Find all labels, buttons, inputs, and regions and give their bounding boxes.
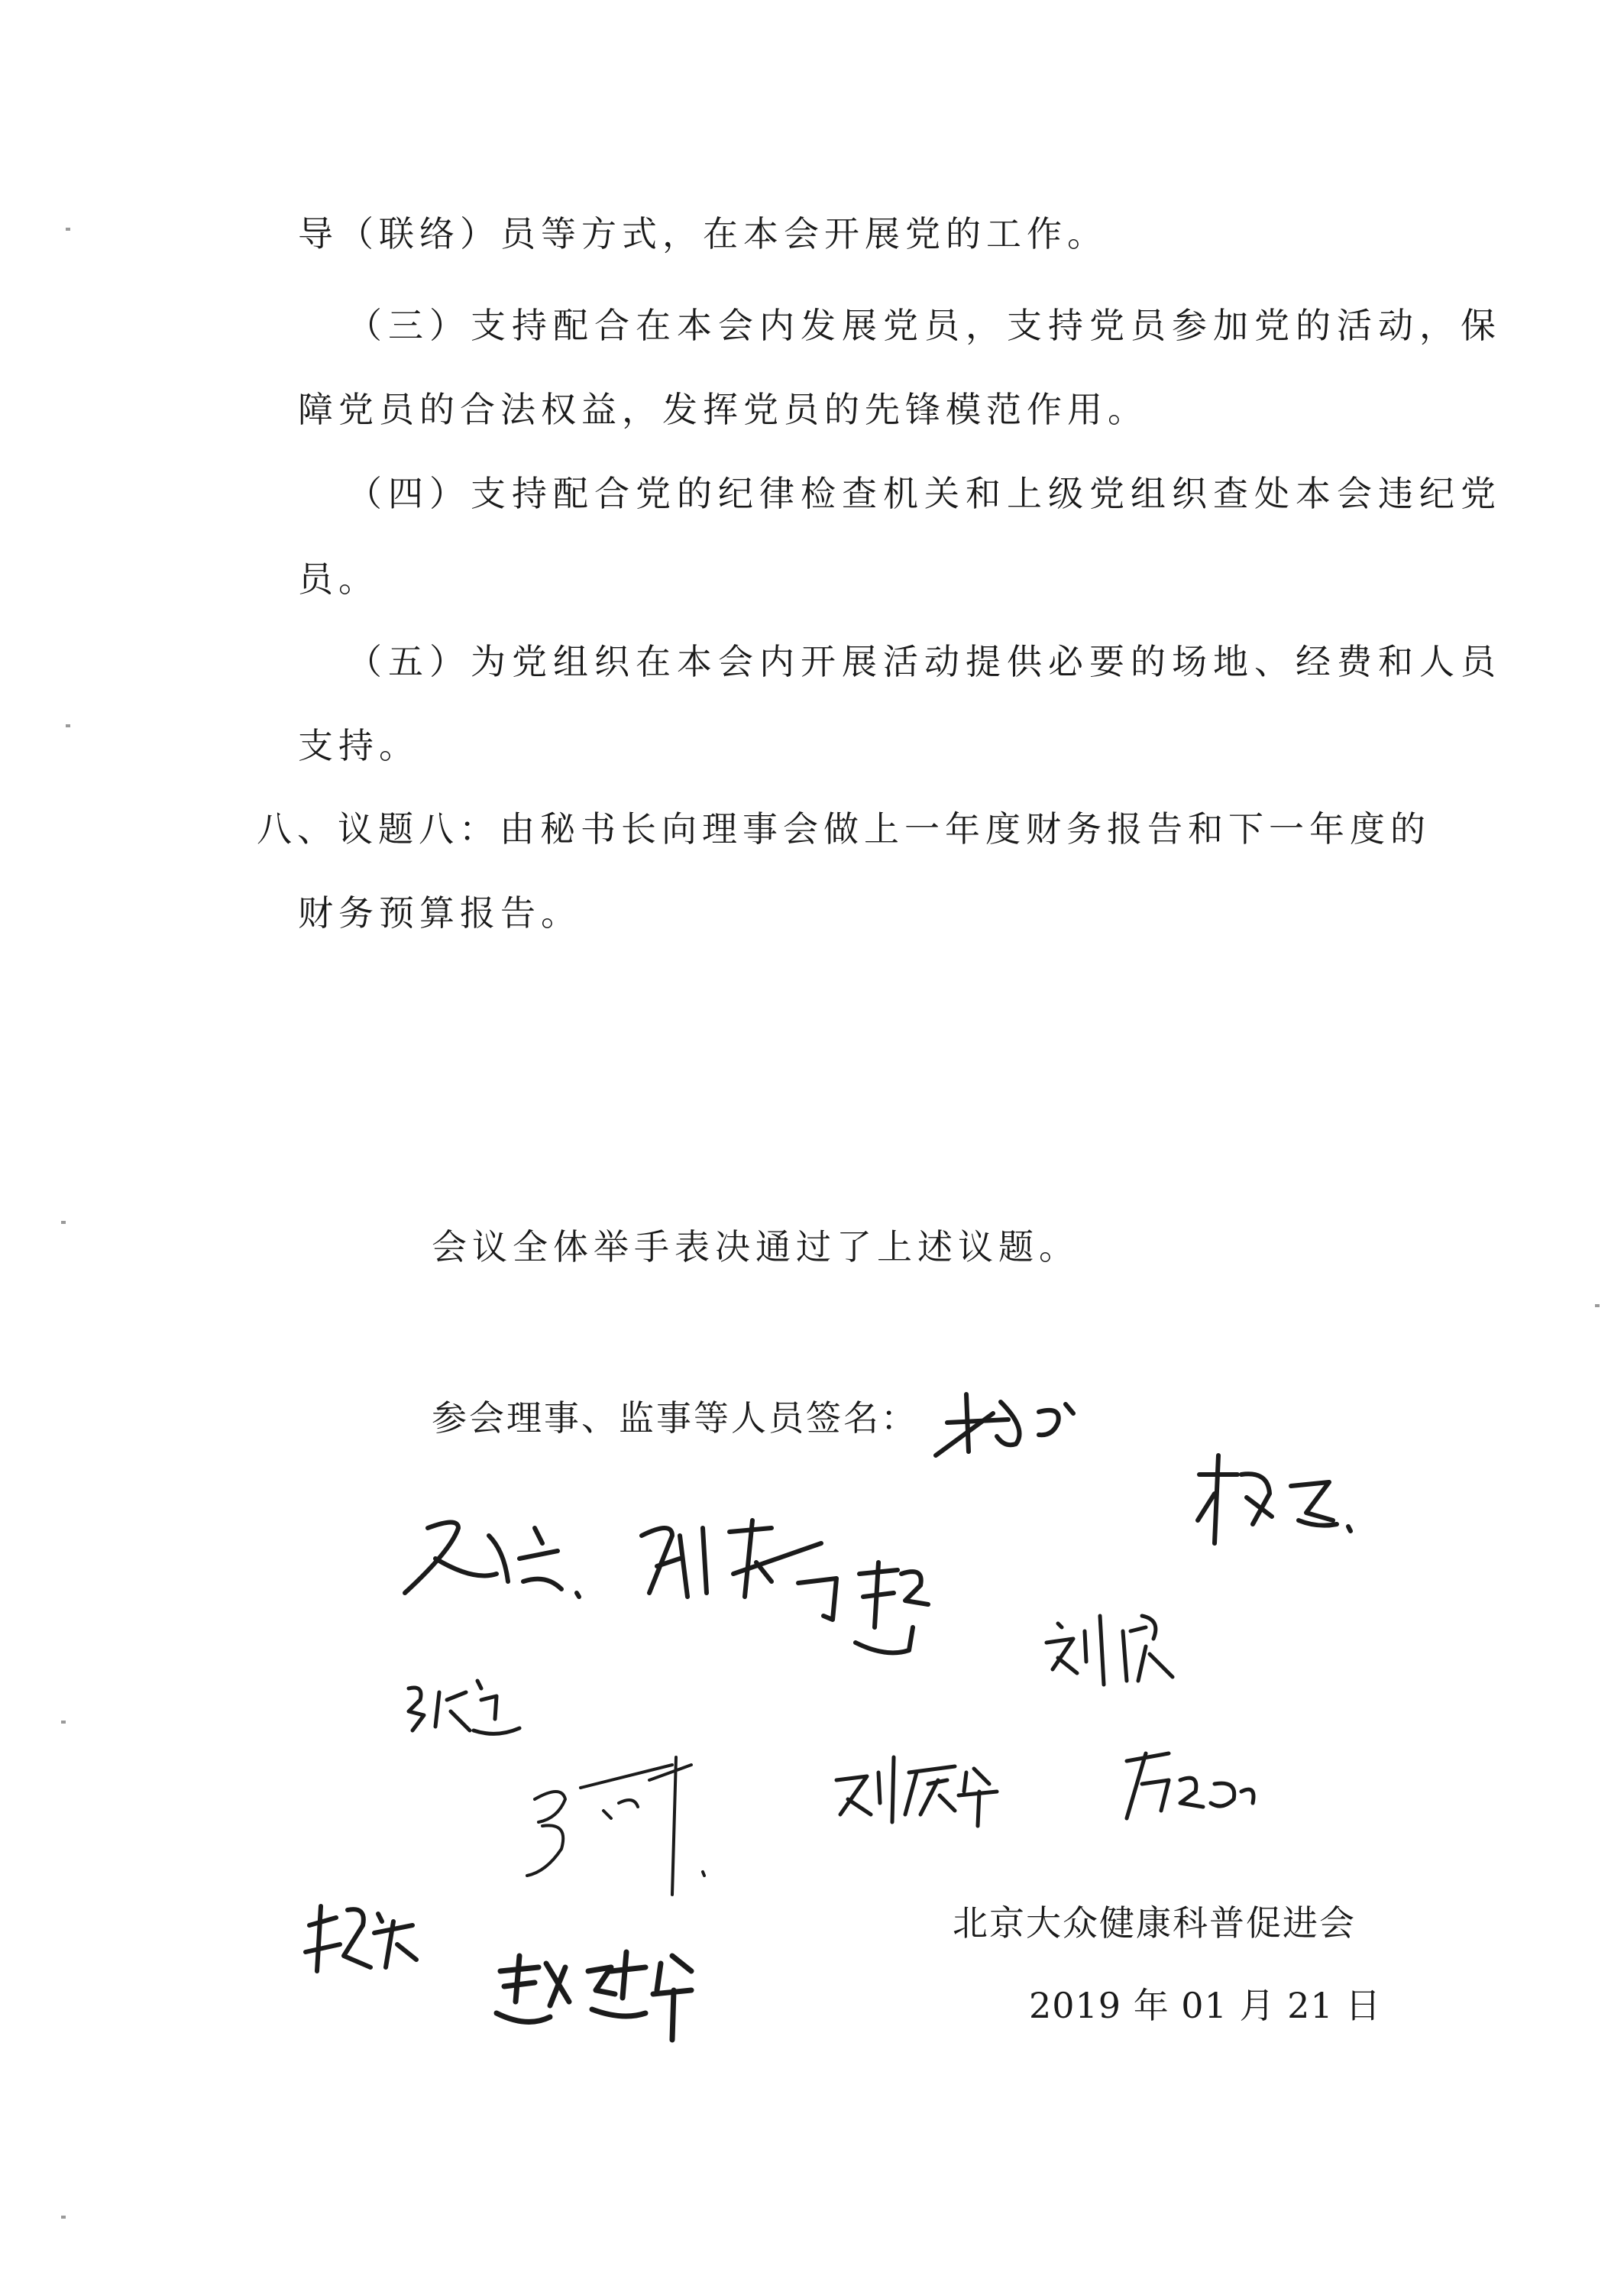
- signature-7: [409, 1681, 519, 1734]
- scan-mark: [66, 724, 70, 727]
- signature-3: [405, 1523, 579, 1598]
- signature-11: [306, 1906, 416, 1971]
- signature-6: [1047, 1616, 1173, 1685]
- paragraph-line-4: （四）支持配合党的纪律检查机关和上级党组织查处本会违纪党: [347, 473, 1502, 514]
- signature-2: [1198, 1455, 1351, 1543]
- document-date: 2019 年 01 月 21 日: [1029, 1985, 1382, 2026]
- signature-12: [497, 1952, 691, 2040]
- paragraph-line-6: （五）为党组织在本会内开展活动提供必要的场地、经费和人员: [347, 641, 1502, 682]
- paragraph-line-5: 员。: [298, 558, 379, 600]
- signature-4: [642, 1520, 821, 1597]
- organization-name: 北京大众健康科普促进会: [953, 1902, 1356, 1944]
- scan-mark: [61, 1721, 66, 1724]
- signature-9: [836, 1757, 997, 1826]
- paragraph-line-3: 障党员的合法权益，发挥党员的先锋模范作用。: [298, 389, 1148, 430]
- signature-8: [527, 1757, 704, 1895]
- agenda-item-8: 八、议题八：由秘书长向理事会做上一年度财务报告和下一年度的: [257, 808, 1431, 850]
- scan-mark: [61, 2216, 66, 2219]
- signature-1: [936, 1394, 1073, 1455]
- signature-label: 参会理事、监事等人员签名：: [432, 1397, 918, 1439]
- paragraph-line-2: （三）支持配合在本会内发展党员，支持党员参加党的活动，保: [347, 305, 1502, 346]
- agenda-item-8-continued: 财务预算报告。: [298, 892, 581, 934]
- scan-mark: [61, 1221, 66, 1224]
- paragraph-line-1: 导（联络）员等方式，在本会开展党的工作。: [298, 213, 1108, 254]
- paragraph-line-7: 支持。: [298, 725, 419, 766]
- scan-mark: [66, 228, 70, 231]
- resolution-text: 会议全体举手表决通过了上述议题。: [432, 1226, 1079, 1267]
- signature-10: [1127, 1753, 1254, 1818]
- scan-mark: [1595, 1304, 1600, 1307]
- signature-5: [798, 1562, 928, 1653]
